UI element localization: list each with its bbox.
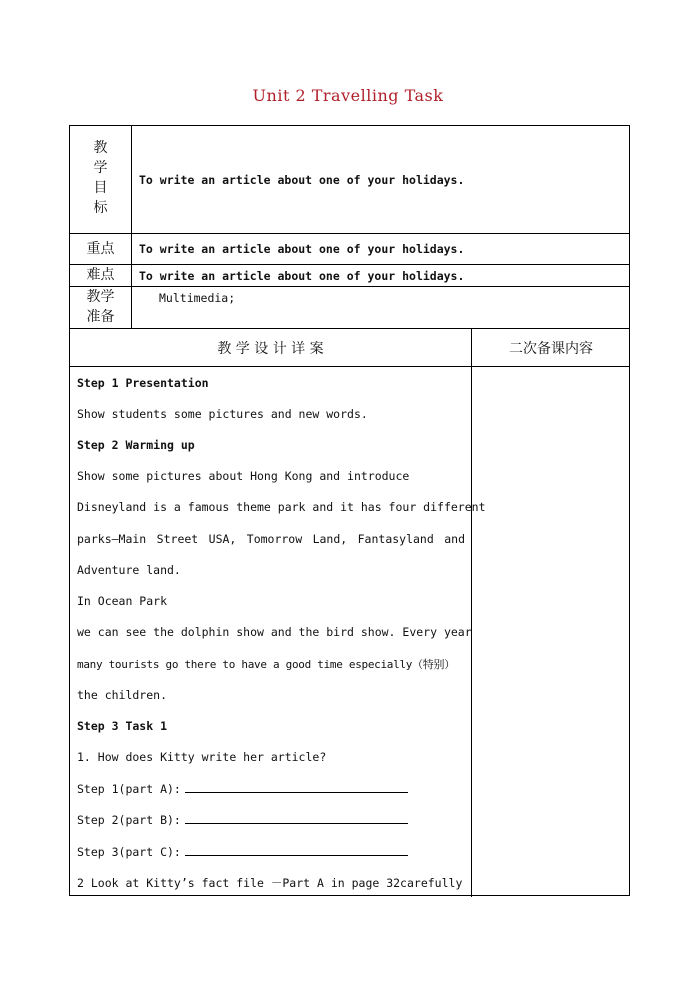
- label-key-points: 重点: [86, 241, 115, 257]
- step2-line: the children.: [77, 688, 168, 702]
- step2-justified-line: parks—Main Street USA, Tomorrow Land, Fantasyland and: [77, 532, 465, 546]
- step2-line: In Ocean Park: [77, 594, 168, 608]
- label-difficulties: 难点: [86, 267, 115, 283]
- step3-title: Step 3 Task 1: [77, 719, 168, 733]
- label-preparation: 教学 准备: [86, 289, 115, 325]
- design-header: 教 学 设 计 详 案: [217, 341, 324, 357]
- row-divider: [70, 366, 629, 367]
- question-1: 1. How does Kitty write her article?: [77, 750, 327, 764]
- preparation-value: Multimedia;: [159, 291, 236, 305]
- row-divider: [70, 328, 629, 329]
- answer-blank[interactable]: [185, 812, 408, 824]
- part-a-row: Step 1(part A):: [77, 781, 408, 796]
- step1-title: Step 1 Presentation: [77, 376, 209, 390]
- step2-line: many tourists go there to have a good time especially（特别）: [77, 658, 455, 671]
- answer-blank[interactable]: [185, 844, 408, 856]
- step2-line: Adventure land.: [77, 563, 181, 577]
- step2-line: Show some pictures about Hong Kong and introduce: [77, 469, 410, 483]
- part-c-row: Step 3(part C):: [77, 844, 408, 859]
- step2-line: we can see the dolphin show and the bird show. Every year: [77, 625, 472, 639]
- lesson-table: [69, 125, 630, 896]
- column-divider: [131, 126, 132, 328]
- answer-blank[interactable]: [185, 781, 408, 793]
- page-title: Unit 2 Travelling Task: [252, 86, 444, 105]
- column-divider: [471, 328, 472, 897]
- key-points-value: To write an article about one of your holidays.: [139, 242, 465, 256]
- revision-header: 二次备课内容: [509, 341, 593, 357]
- row-divider: [70, 233, 629, 234]
- label-objectives: 教 学 目 标: [93, 140, 108, 216]
- row-divider: [70, 286, 629, 287]
- row-divider: [70, 264, 629, 265]
- step1-text: Show students some pictures and new words.: [77, 407, 368, 421]
- step2-title: Step 2 Warming up: [77, 438, 195, 452]
- part-b-row: Step 2(part B):: [77, 812, 408, 827]
- difficulties-value: To write an article about one of your holidays.: [139, 269, 465, 283]
- step2-line: Disneyland is a famous theme park and it has four different: [77, 500, 486, 514]
- objectives-value: To write an article about one of your holidays.: [139, 173, 465, 187]
- question-2: 2 Look at Kitty’s fact file －Part A in page 32carefully: [77, 876, 463, 890]
